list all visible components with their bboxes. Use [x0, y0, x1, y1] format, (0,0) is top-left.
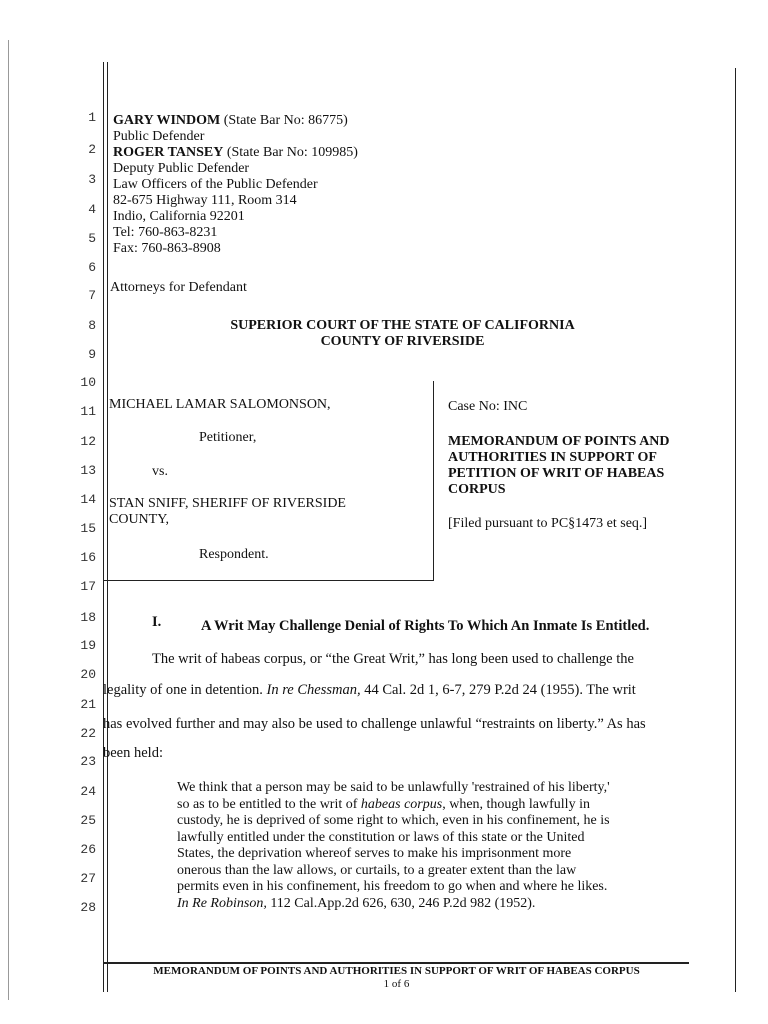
line-number: 19	[80, 638, 96, 653]
versus: vs.	[152, 464, 168, 479]
line-number: 20	[80, 667, 96, 682]
line-number: 15	[80, 521, 96, 536]
line-number: 13	[80, 463, 96, 478]
block-quote	[177, 780, 617, 912]
telephone: Tel: 760-863-8231	[113, 225, 218, 240]
body-text: 44 Cal. 2d 1, 6-7, 279 P.2d 24 (1955). The writ	[360, 682, 636, 698]
attorney-title: Public Defender	[113, 129, 205, 144]
line-number: 22	[80, 726, 96, 741]
case-citation: In Re Robinson,	[177, 895, 267, 911]
quote-text: We think that a person may be said to be unlawfully 'restrained of his liberty,' so as to be entitled to the writ of	[177, 780, 610, 812]
line-number: 8	[88, 318, 96, 333]
caption-underline	[104, 580, 434, 581]
line-number: 26	[80, 842, 96, 857]
case-citation: In re Chessman,	[266, 682, 361, 698]
office-name: Law Officers of the Public Defender	[113, 177, 318, 192]
respondent-line-1: STAN SNIFF, SHERIFF OF RIVERSIDE	[109, 496, 346, 511]
case-number: Case No: INC	[448, 399, 528, 414]
attorney-title: Deputy Public Defender	[113, 161, 250, 176]
document-title-line: AUTHORITIES IN SUPPORT OF	[448, 450, 657, 465]
footer-title: MEMORANDUM OF POINTS AND AUTHORITIES IN SUPPORT OF WRIT OF HABEAS CORPUS	[153, 965, 640, 977]
body-text: legality of one in detention.	[103, 682, 267, 698]
attorney-bar-number: (State Bar No: 109985)	[223, 145, 358, 160]
quote-italic: habeas corpus	[360, 796, 443, 812]
line-number: 17	[80, 579, 96, 594]
quote-text: , when, though lawfully in custody, he is deprived of some right to which, even in his confinement, he is lawfully entitled under the constitution or laws of this state or the United States, the deprivation whereof serves to make his imprisonment more onerous than the law allows, or curtails, to a greater extent than the law permits even in his confinement, his freedom to go when and where he likes.	[177, 796, 610, 894]
petitioner-name: MICHAEL LAMAR SALOMONSON,	[109, 397, 331, 412]
footer-rule-top	[104, 962, 689, 964]
attorney-name: GARY WINDOM	[113, 113, 221, 128]
attorney-line-1	[113, 113, 413, 129]
line-number: 12	[80, 434, 96, 449]
caption-divider	[433, 381, 434, 581]
left-margin-rule-inner	[107, 62, 108, 992]
line-number: 7	[88, 288, 96, 303]
line-number: 2	[88, 142, 96, 157]
left-margin-rule-outer	[103, 62, 104, 992]
document-title-line: MEMORANDUM OF POINTS AND	[448, 434, 670, 449]
filed-pursuant: [Filed pursuant to PC§1473 et seq.]	[448, 516, 648, 531]
line-number: 6	[88, 260, 96, 275]
respondent-role: Respondent.	[199, 547, 269, 562]
document-title-line: CORPUS	[448, 482, 506, 497]
line-number: 1	[88, 110, 96, 125]
respondent-line-2: COUNTY,	[109, 512, 170, 527]
attorney-line-2	[113, 145, 413, 161]
right-margin-rule	[735, 68, 736, 992]
body-line-2	[103, 682, 636, 699]
line-number: 4	[88, 202, 96, 217]
body-line-1: The writ of habeas corpus, or “the Great Writ,” has long been used to challenge the	[152, 651, 634, 667]
body-line-4: been held:	[103, 745, 163, 761]
attorney-bar-number: (State Bar No: 86775)	[220, 113, 348, 128]
attorney-name: ROGER TANSEY	[113, 145, 224, 160]
line-number: 5	[88, 231, 96, 246]
line-number: 14	[80, 492, 96, 507]
page-number: 1 of 6	[383, 978, 410, 990]
document-title-line: PETITION OF WRIT OF HABEAS	[448, 466, 665, 481]
line-number: 10	[80, 375, 96, 390]
line-number: 11	[80, 404, 96, 419]
page-edge-rule	[8, 40, 9, 1000]
line-number: 28	[80, 900, 96, 915]
line-number: 21	[80, 697, 96, 712]
quote-text: 112 Cal.App.2d 626, 630, 246 P.2d 982 (1952).	[266, 895, 536, 911]
document-title	[448, 434, 718, 498]
address-line: 82-675 Highway 111, Room 314	[113, 193, 297, 208]
line-number: 18	[80, 610, 96, 625]
address-line: Indio, California 92201	[113, 209, 245, 224]
line-number: 16	[80, 550, 96, 565]
respondent-name	[109, 496, 346, 528]
line-number: 23	[80, 754, 96, 769]
line-number: 9	[88, 347, 96, 362]
line-number: 27	[80, 871, 96, 886]
section-numeral: I.	[152, 614, 162, 630]
court-line-1: SUPERIOR COURT OF THE STATE OF CALIFORNIA	[230, 318, 575, 333]
attorneys-for: Attorneys for Defendant	[110, 280, 247, 295]
body-line-3: has evolved further and may also be used to challenge unlawful “restraints on liberty.” As has	[103, 716, 646, 732]
court-line-2: COUNTY OF RIVERSIDE	[320, 334, 485, 349]
court-name	[110, 318, 695, 350]
line-number: 24	[80, 784, 96, 799]
line-number: 25	[80, 813, 96, 828]
attorney-block	[113, 113, 413, 257]
fax: Fax: 760-863-8908	[113, 241, 221, 256]
section-heading: A Writ May Challenge Denial of Rights To Which An Inmate Is Entitled.	[201, 618, 650, 634]
line-number: 3	[88, 172, 96, 187]
petitioner-role: Petitioner,	[199, 430, 257, 445]
